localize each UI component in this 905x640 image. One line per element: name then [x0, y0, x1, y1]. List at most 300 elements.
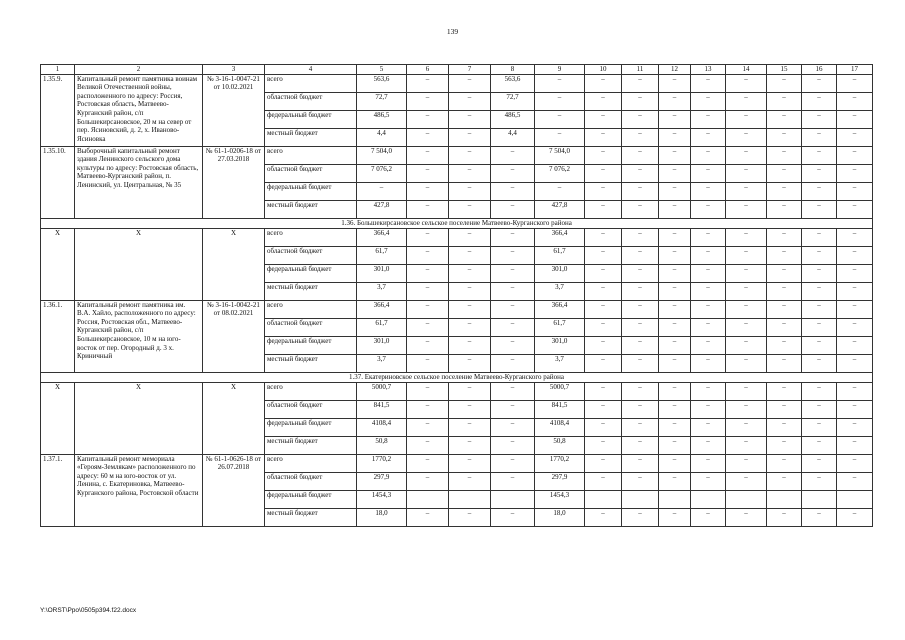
- value-cell: –: [659, 164, 691, 182]
- funding-source: федеральный бюджет: [265, 264, 357, 282]
- value-cell: –: [837, 128, 873, 146]
- value-cell: [726, 490, 767, 508]
- value-cell: –: [659, 418, 691, 436]
- value-cell: 3,7: [535, 282, 585, 300]
- value-cell: –: [726, 200, 767, 218]
- value-cell: 7 504,0: [357, 146, 407, 164]
- value-cell: –: [407, 264, 449, 282]
- value-cell: –: [491, 508, 535, 526]
- value-cell: [767, 490, 802, 508]
- value-cell: –: [726, 300, 767, 318]
- value-cell: –: [585, 336, 622, 354]
- funding-source: местный бюджет: [265, 508, 357, 526]
- value-cell: –: [585, 436, 622, 454]
- column-header: 14: [726, 65, 767, 75]
- value-cell: –: [837, 382, 873, 400]
- value-cell: –: [491, 318, 535, 336]
- value-cell: 486,5: [491, 110, 535, 128]
- value-cell: –: [691, 182, 726, 200]
- value-cell: –: [691, 246, 726, 264]
- value-cell: –: [407, 318, 449, 336]
- value-cell: –: [726, 336, 767, 354]
- value-cell: –: [449, 354, 491, 372]
- value-cell: –: [449, 128, 491, 146]
- value-cell: –: [407, 472, 449, 490]
- value-cell: –: [491, 472, 535, 490]
- value-cell: –: [622, 146, 659, 164]
- value-cell: –: [449, 318, 491, 336]
- item-number: 1.37.1.: [41, 454, 75, 526]
- value-cell: –: [726, 472, 767, 490]
- table-row: [41, 74, 873, 92]
- value-cell: –: [767, 74, 802, 92]
- value-cell: –: [767, 400, 802, 418]
- value-cell: –: [449, 282, 491, 300]
- value-cell: –: [407, 128, 449, 146]
- value-cell: –: [802, 128, 837, 146]
- value-cell: –: [837, 300, 873, 318]
- value-cell: –: [407, 508, 449, 526]
- value-cell: –: [449, 74, 491, 92]
- value-cell: –: [622, 92, 659, 110]
- value-cell: –: [407, 436, 449, 454]
- value-cell: –: [767, 382, 802, 400]
- value-cell: –: [535, 74, 585, 92]
- value-cell: –: [659, 92, 691, 110]
- value-cell: –: [491, 454, 535, 472]
- value-cell: –: [449, 264, 491, 282]
- value-cell: –: [449, 336, 491, 354]
- value-cell: –: [407, 300, 449, 318]
- value-cell: –: [407, 282, 449, 300]
- value-cell: 486,5: [357, 110, 407, 128]
- value-cell: –: [449, 146, 491, 164]
- value-cell: 3,7: [357, 282, 407, 300]
- value-cell: –: [659, 110, 691, 128]
- value-cell: –: [585, 92, 622, 110]
- value-cell: –: [691, 382, 726, 400]
- item-name: Капитальный ремонт памятника им. В.А. Хайло, расположенного по адресу: Россия, Ростовская обл., Матвеево-Курганский район, с/п Большекирсановское, 10 м на юго-восток от пер. Огородный д. 3 х. Криничный: [75, 300, 203, 372]
- column-header: 11: [622, 65, 659, 75]
- value-cell: –: [767, 508, 802, 526]
- value-cell: –: [767, 336, 802, 354]
- value-cell: –: [491, 300, 535, 318]
- value-cell: 1770,2: [357, 454, 407, 472]
- value-cell: 5000,7: [357, 382, 407, 400]
- value-cell: –: [802, 246, 837, 264]
- value-cell: –: [659, 436, 691, 454]
- value-cell: –: [767, 164, 802, 182]
- value-cell: –: [622, 164, 659, 182]
- value-cell: –: [622, 336, 659, 354]
- funding-source: областной бюджет: [265, 246, 357, 264]
- value-cell: [585, 490, 622, 508]
- value-cell: –: [802, 200, 837, 218]
- value-cell: –: [659, 472, 691, 490]
- value-cell: –: [767, 318, 802, 336]
- value-cell: –: [491, 228, 535, 246]
- value-cell: –: [449, 382, 491, 400]
- item-number: Х: [41, 382, 75, 454]
- value-cell: –: [691, 354, 726, 372]
- value-cell: –: [659, 318, 691, 336]
- value-cell: 301,0: [535, 264, 585, 282]
- value-cell: –: [535, 182, 585, 200]
- table-row: [41, 300, 873, 318]
- value-cell: 18,0: [535, 508, 585, 526]
- value-cell: –: [691, 128, 726, 146]
- value-cell: –: [802, 74, 837, 92]
- value-cell: 366,4: [535, 228, 585, 246]
- value-cell: –: [585, 74, 622, 92]
- funding-source: местный бюджет: [265, 354, 357, 372]
- value-cell: –: [767, 110, 802, 128]
- value-cell: –: [407, 382, 449, 400]
- value-cell: 1770,2: [535, 454, 585, 472]
- funding-source: областной бюджет: [265, 400, 357, 418]
- value-cell: –: [622, 228, 659, 246]
- value-cell: –: [691, 228, 726, 246]
- value-cell: –: [449, 508, 491, 526]
- value-cell: –: [837, 110, 873, 128]
- value-cell: –: [491, 146, 535, 164]
- file-path-footer: Y:\ORST\Ppo\0505p394.f22.docx: [40, 607, 137, 614]
- value-cell: –: [491, 400, 535, 418]
- value-cell: –: [585, 454, 622, 472]
- column-header: 15: [767, 65, 802, 75]
- value-cell: –: [726, 418, 767, 436]
- value-cell: –: [585, 354, 622, 372]
- value-cell: –: [767, 282, 802, 300]
- value-cell: –: [407, 454, 449, 472]
- funding-source: федеральный бюджет: [265, 418, 357, 436]
- value-cell: –: [449, 110, 491, 128]
- funding-source: местный бюджет: [265, 128, 357, 146]
- value-cell: –: [691, 400, 726, 418]
- value-cell: –: [837, 164, 873, 182]
- value-cell: 4,4: [491, 128, 535, 146]
- value-cell: –: [802, 400, 837, 418]
- value-cell: –: [449, 182, 491, 200]
- value-cell: –: [802, 354, 837, 372]
- value-cell: –: [726, 436, 767, 454]
- value-cell: –: [449, 246, 491, 264]
- value-cell: –: [802, 508, 837, 526]
- value-cell: –: [407, 418, 449, 436]
- value-cell: –: [802, 264, 837, 282]
- value-cell: 4108,4: [535, 418, 585, 436]
- value-cell: –: [659, 74, 691, 92]
- value-cell: –: [622, 472, 659, 490]
- value-cell: 297,9: [357, 472, 407, 490]
- value-cell: –: [837, 454, 873, 472]
- value-cell: –: [407, 74, 449, 92]
- value-cell: –: [802, 318, 837, 336]
- value-cell: 366,4: [357, 228, 407, 246]
- value-cell: –: [837, 182, 873, 200]
- value-cell: –: [622, 400, 659, 418]
- value-cell: –: [491, 418, 535, 436]
- item-name: Х: [75, 228, 203, 300]
- value-cell: –: [837, 200, 873, 218]
- value-cell: –: [726, 282, 767, 300]
- value-cell: –: [767, 246, 802, 264]
- value-cell: –: [767, 300, 802, 318]
- value-cell: –: [726, 264, 767, 282]
- value-cell: –: [837, 264, 873, 282]
- value-cell: –: [802, 436, 837, 454]
- value-cell: –: [491, 164, 535, 182]
- value-cell: –: [622, 382, 659, 400]
- value-cell: –: [691, 436, 726, 454]
- item-name: Выборочный капитальный ремонт здания Ленинского сельского дома культуры по адресу: Ростовская область, Матвеево-Курганский район, п. Ленинский, ул. Центральная, № 35: [75, 146, 203, 218]
- value-cell: [491, 490, 535, 508]
- value-cell: –: [407, 200, 449, 218]
- value-cell: –: [622, 354, 659, 372]
- value-cell: –: [837, 436, 873, 454]
- value-cell: –: [622, 200, 659, 218]
- item-document: Х: [203, 228, 265, 300]
- value-cell: –: [535, 92, 585, 110]
- value-cell: 427,8: [535, 200, 585, 218]
- value-cell: –: [491, 264, 535, 282]
- item-number: 1.36.1.: [41, 300, 75, 372]
- value-cell: 4108,4: [357, 418, 407, 436]
- value-cell: –: [691, 282, 726, 300]
- value-cell: 50,8: [357, 436, 407, 454]
- value-cell: –: [407, 228, 449, 246]
- value-cell: –: [407, 336, 449, 354]
- funding-source: местный бюджет: [265, 282, 357, 300]
- value-cell: –: [691, 74, 726, 92]
- funding-source: всего: [265, 382, 357, 400]
- column-header: 8: [491, 65, 535, 75]
- value-cell: [622, 490, 659, 508]
- value-cell: –: [585, 246, 622, 264]
- value-cell: –: [726, 110, 767, 128]
- value-cell: 61,7: [535, 246, 585, 264]
- value-cell: –: [802, 418, 837, 436]
- funding-source: федеральный бюджет: [265, 110, 357, 128]
- value-cell: 7 076,2: [357, 164, 407, 182]
- value-cell: –: [659, 146, 691, 164]
- value-cell: –: [726, 318, 767, 336]
- value-cell: –: [407, 146, 449, 164]
- item-name: Х: [75, 382, 203, 454]
- value-cell: –: [691, 418, 726, 436]
- value-cell: 4,4: [357, 128, 407, 146]
- column-header: 5: [357, 65, 407, 75]
- value-cell: –: [802, 110, 837, 128]
- value-cell: –: [491, 336, 535, 354]
- value-cell: –: [622, 282, 659, 300]
- funding-source: всего: [265, 146, 357, 164]
- value-cell: –: [659, 300, 691, 318]
- value-cell: –: [726, 400, 767, 418]
- value-cell: –: [659, 454, 691, 472]
- value-cell: –: [802, 472, 837, 490]
- value-cell: –: [491, 382, 535, 400]
- value-cell: –: [802, 382, 837, 400]
- value-cell: 366,4: [535, 300, 585, 318]
- funding-source: местный бюджет: [265, 200, 357, 218]
- funding-source: областной бюджет: [265, 318, 357, 336]
- value-cell: –: [407, 182, 449, 200]
- value-cell: –: [691, 508, 726, 526]
- value-cell: [802, 490, 837, 508]
- value-cell: –: [726, 354, 767, 372]
- value-cell: 841,5: [535, 400, 585, 418]
- value-cell: 563,6: [491, 74, 535, 92]
- value-cell: –: [802, 282, 837, 300]
- value-cell: –: [691, 336, 726, 354]
- value-cell: –: [449, 472, 491, 490]
- value-cell: –: [622, 508, 659, 526]
- value-cell: –: [837, 246, 873, 264]
- value-cell: –: [691, 164, 726, 182]
- value-cell: –: [837, 228, 873, 246]
- funding-source: федеральный бюджет: [265, 490, 357, 508]
- value-cell: –: [726, 164, 767, 182]
- item-number: 1.35.10.: [41, 146, 75, 218]
- value-cell: –: [691, 264, 726, 282]
- item-document: № 3-16-1-0042-21 от 08.02.2021: [203, 300, 265, 372]
- value-cell: –: [491, 182, 535, 200]
- value-cell: –: [837, 354, 873, 372]
- value-cell: 1454,3: [535, 490, 585, 508]
- value-cell: –: [585, 164, 622, 182]
- value-cell: 3,7: [357, 354, 407, 372]
- value-cell: –: [767, 200, 802, 218]
- value-cell: 301,0: [357, 336, 407, 354]
- funding-source: областной бюджет: [265, 92, 357, 110]
- section-title: 1.36. Большекирсановское сельское поселение Матвеево-Курганского района: [41, 218, 873, 228]
- value-cell: –: [659, 182, 691, 200]
- value-cell: –: [802, 164, 837, 182]
- value-cell: 61,7: [357, 318, 407, 336]
- value-cell: [691, 490, 726, 508]
- value-cell: 297,9: [535, 472, 585, 490]
- value-cell: –: [585, 472, 622, 490]
- value-cell: –: [407, 92, 449, 110]
- value-cell: –: [585, 400, 622, 418]
- value-cell: –: [802, 300, 837, 318]
- value-cell: –: [691, 454, 726, 472]
- value-cell: –: [622, 418, 659, 436]
- funding-source: всего: [265, 454, 357, 472]
- funding-source: местный бюджет: [265, 436, 357, 454]
- value-cell: –: [837, 74, 873, 92]
- value-cell: –: [357, 182, 407, 200]
- value-cell: –: [491, 282, 535, 300]
- value-cell: –: [767, 354, 802, 372]
- value-cell: –: [491, 436, 535, 454]
- item-document: № 61-1-0626-18 от 26.07.2018: [203, 454, 265, 526]
- value-cell: –: [491, 200, 535, 218]
- value-cell: –: [802, 336, 837, 354]
- item-document: № 3-16-1-0047-21 от 10.02.2021: [203, 74, 265, 146]
- value-cell: 7 504,0: [535, 146, 585, 164]
- value-cell: –: [802, 146, 837, 164]
- value-cell: –: [407, 246, 449, 264]
- value-cell: –: [837, 146, 873, 164]
- value-cell: –: [585, 110, 622, 128]
- table-row: [41, 454, 873, 472]
- value-cell: –: [622, 264, 659, 282]
- column-header: 12: [659, 65, 691, 75]
- value-cell: –: [449, 436, 491, 454]
- value-cell: –: [837, 400, 873, 418]
- value-cell: –: [449, 228, 491, 246]
- item-name: Капитальный ремонт памятника воинам Великой Отечественной войны, расположенного по адресу: Россия, Ростовская область, Матвеево-Курганский район, с/п Большекирсановское, 20 м на север от пер. Ясиновский, д. 2, х. Иваново-Ясиновка: [75, 74, 203, 146]
- value-cell: 563,6: [357, 74, 407, 92]
- value-cell: –: [622, 300, 659, 318]
- value-cell: –: [585, 228, 622, 246]
- value-cell: –: [767, 92, 802, 110]
- value-cell: –: [659, 264, 691, 282]
- value-cell: –: [659, 228, 691, 246]
- value-cell: –: [802, 228, 837, 246]
- value-cell: –: [659, 200, 691, 218]
- value-cell: –: [407, 110, 449, 128]
- value-cell: –: [802, 454, 837, 472]
- value-cell: 366,4: [357, 300, 407, 318]
- column-header: 13: [691, 65, 726, 75]
- value-cell: –: [585, 300, 622, 318]
- value-cell: –: [837, 508, 873, 526]
- value-cell: –: [767, 472, 802, 490]
- value-cell: –: [726, 382, 767, 400]
- value-cell: –: [622, 318, 659, 336]
- column-header: 6: [407, 65, 449, 75]
- value-cell: –: [491, 246, 535, 264]
- value-cell: –: [726, 128, 767, 146]
- item-number: 1.35.9.: [41, 74, 75, 146]
- value-cell: –: [659, 246, 691, 264]
- item-name: Капитальный ремонт мемориала «Героям-Землякам» расположенного по адресу: 60 м на юго-восток от ул. Ленина, с. Екатериновка, Матвеево- Курганского района, Ростовской области: [75, 454, 203, 526]
- value-cell: –: [407, 354, 449, 372]
- value-cell: –: [622, 182, 659, 200]
- value-cell: –: [767, 264, 802, 282]
- value-cell: –: [837, 336, 873, 354]
- value-cell: –: [585, 418, 622, 436]
- funding-source: всего: [265, 228, 357, 246]
- value-cell: –: [837, 92, 873, 110]
- item-document: Х: [203, 382, 265, 454]
- value-cell: –: [659, 128, 691, 146]
- value-cell: –: [726, 246, 767, 264]
- column-header: 2: [75, 65, 203, 75]
- section-row: [41, 372, 873, 382]
- value-cell: [837, 490, 873, 508]
- value-cell: –: [535, 110, 585, 128]
- value-cell: 301,0: [357, 264, 407, 282]
- value-cell: –: [622, 128, 659, 146]
- value-cell: –: [585, 200, 622, 218]
- column-header: 4: [265, 65, 357, 75]
- value-cell: 427,8: [357, 200, 407, 218]
- value-cell: –: [726, 182, 767, 200]
- value-cell: –: [585, 382, 622, 400]
- value-cell: –: [726, 508, 767, 526]
- budget-table: [40, 64, 873, 527]
- value-cell: –: [622, 436, 659, 454]
- table-row: [41, 382, 873, 400]
- funding-source: областной бюджет: [265, 472, 357, 490]
- column-header: 9: [535, 65, 585, 75]
- value-cell: –: [449, 418, 491, 436]
- value-cell: –: [837, 282, 873, 300]
